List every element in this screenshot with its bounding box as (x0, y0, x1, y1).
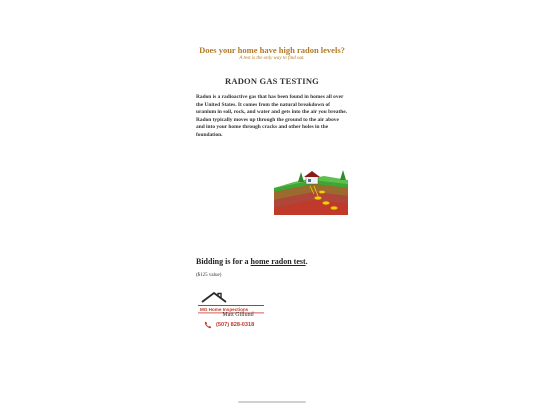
tagline: A test is the only way to find out. (239, 56, 305, 61)
contact-name: Matt Gillund (222, 312, 254, 318)
headline: Does your home have high radon levels? (199, 45, 345, 55)
house-roof-icon (202, 293, 226, 302)
home-radon-test-link[interactable]: home radon test (250, 257, 306, 266)
bid-suffix: . (305, 257, 308, 266)
value-note: ($125 value) (196, 273, 222, 278)
bid-line (196, 257, 348, 266)
radon-house-illustration (274, 170, 348, 215)
phone-row[interactable] (204, 320, 254, 330)
phone-number: (507) 828-0318 (216, 322, 255, 328)
article-body: Radon is a radioactive gas that has been found in homes all over the United States. It comes from the natural breakdown of uranium in soil, rock, and water and gets into the air you breathe. Radon typically moves up through the ground to the air above and into your home through cracks and other holes in the foundation. (196, 94, 348, 138)
phone-icon (204, 321, 212, 329)
article-title: RADON GAS TESTING (225, 76, 319, 86)
company-logo (196, 292, 268, 314)
bid-prefix: Bidding is for a (196, 257, 251, 266)
home-indicator[interactable] (238, 401, 306, 403)
logo-text: MG Home Inspections (200, 307, 249, 312)
